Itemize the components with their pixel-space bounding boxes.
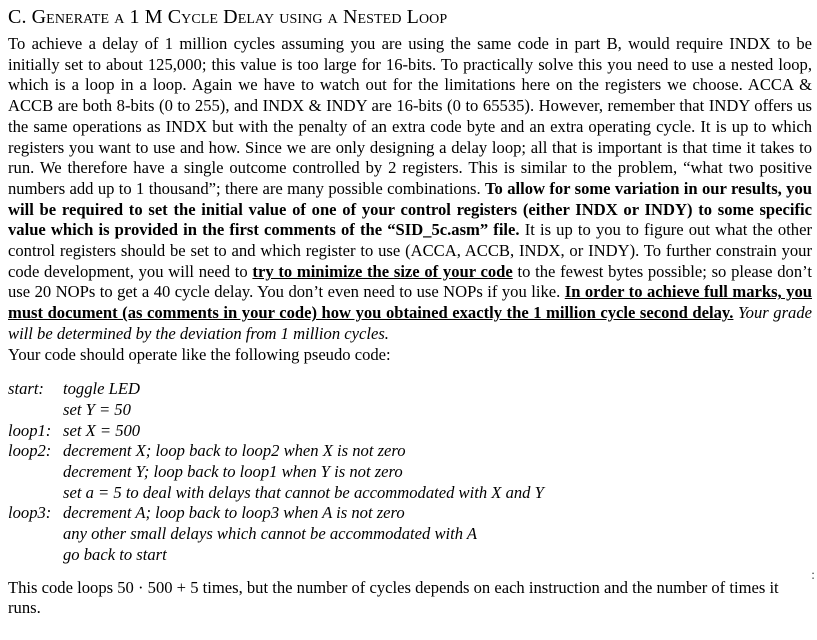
code-label: start: (8, 379, 44, 399)
code-text: any other small delays which cannot be accommodated with A (63, 524, 478, 544)
underline-full-marks: In order to achieve full marks, you must document (as comments in your code) how you obtained exactly the 1 million cycle second delay. (8, 282, 812, 323)
code-text: decrement X; loop back to loop2 when X is not zero (63, 441, 406, 461)
pseudo-code-line (8, 379, 812, 400)
paragraph-text-1: To achieve a delay of 1 million cycles assuming you are using the same code in part B, would require INDX to be initially set to about 125,000; this value is too large for 16-bits. To practically solve this you need to use a nested loop, which is a loop in a loop. Again we have to watch out for the limitations here on the registers we choose. ACCA & ACCB are both 8-bits (0 to 255), and INDX & INDY are 16-bits (0 to 65535). However, remember that INDY offers us the same operations as INDX but with the penalty of an extra code byte and an extra operating cycle. It is up to which registers you want to use and how. Since we are only designing a delay loop; all that is important is that time it takes to run. We therefore have a single outcome controlled by 2 registers. This is similar to the problem, “what two positive numbers add up to 1 thousand”; there are many possible combinations. (8, 34, 812, 198)
bold-requirement: To allow for some variation in our results, you will be required to set the initial value of one of your control registers (either INDX or INDY) to some specific value which is provided in the first comments of the “SID_5c.asm” file. (8, 178, 812, 240)
pseudo-code-line (8, 441, 812, 462)
code-label: loop2: (8, 441, 52, 461)
pseudo-intro: Your code should operate like the following pseudo code: (8, 344, 391, 364)
pseudo-code-line (8, 483, 812, 504)
body-paragraph (8, 34, 812, 345)
code-label (8, 483, 63, 504)
code-label (8, 462, 63, 483)
code-text: decrement Y; loop back to loop1 when Y is not zero (63, 462, 403, 482)
pseudo-code-line (8, 503, 812, 524)
underline-minimize-code: try to minimize the size of your code (252, 261, 513, 281)
section-heading: C. Generate a 1 M Cycle Delay using a Nested Loop (8, 6, 448, 28)
code-text: go back to start (63, 544, 167, 564)
footer-note: This code loops 50 · 500 + 5 times, but the number of cycles depends on each instruction and the number of times it runs. (8, 577, 779, 618)
pseudo-code-line (8, 421, 812, 442)
pseudo-code-line (8, 400, 812, 421)
code-text: set a = 5 to deal with delays that cannot be accommodated with X and Y (63, 482, 544, 502)
paragraph-text-3: to the fewest bytes possible; so please don’t use 20 NOPs to get a 40 cycle delay. You don’t even need to use NOPs if you like. (8, 261, 812, 302)
code-label: loop3: (8, 503, 52, 523)
pseudo-code-block (8, 379, 812, 565)
code-label: loop1: (8, 420, 52, 440)
code-label (8, 524, 63, 545)
document-page (8, 4, 812, 636)
edge-mark: : (811, 568, 815, 583)
code-text: set Y = 50 (63, 399, 131, 419)
pseudo-code-line (8, 545, 812, 566)
code-text: toggle LED (63, 379, 140, 399)
paragraph-text-2: It is up to you to figure out what the other control registers should be set to and which register to use (ACCA, ACCB, INDX, or INDY). To further constrain your code development, you will need to (8, 220, 812, 281)
code-label (8, 400, 63, 421)
pseudo-code-line (8, 524, 812, 545)
code-text: set X = 500 (63, 420, 141, 440)
code-text: decrement A; loop back to loop3 when A is not zero (63, 503, 405, 523)
pseudo-code-line (8, 462, 812, 483)
grade-note: Your grade will be determined by the deviation from 1 million cycles. (8, 303, 812, 343)
code-label (8, 545, 63, 566)
